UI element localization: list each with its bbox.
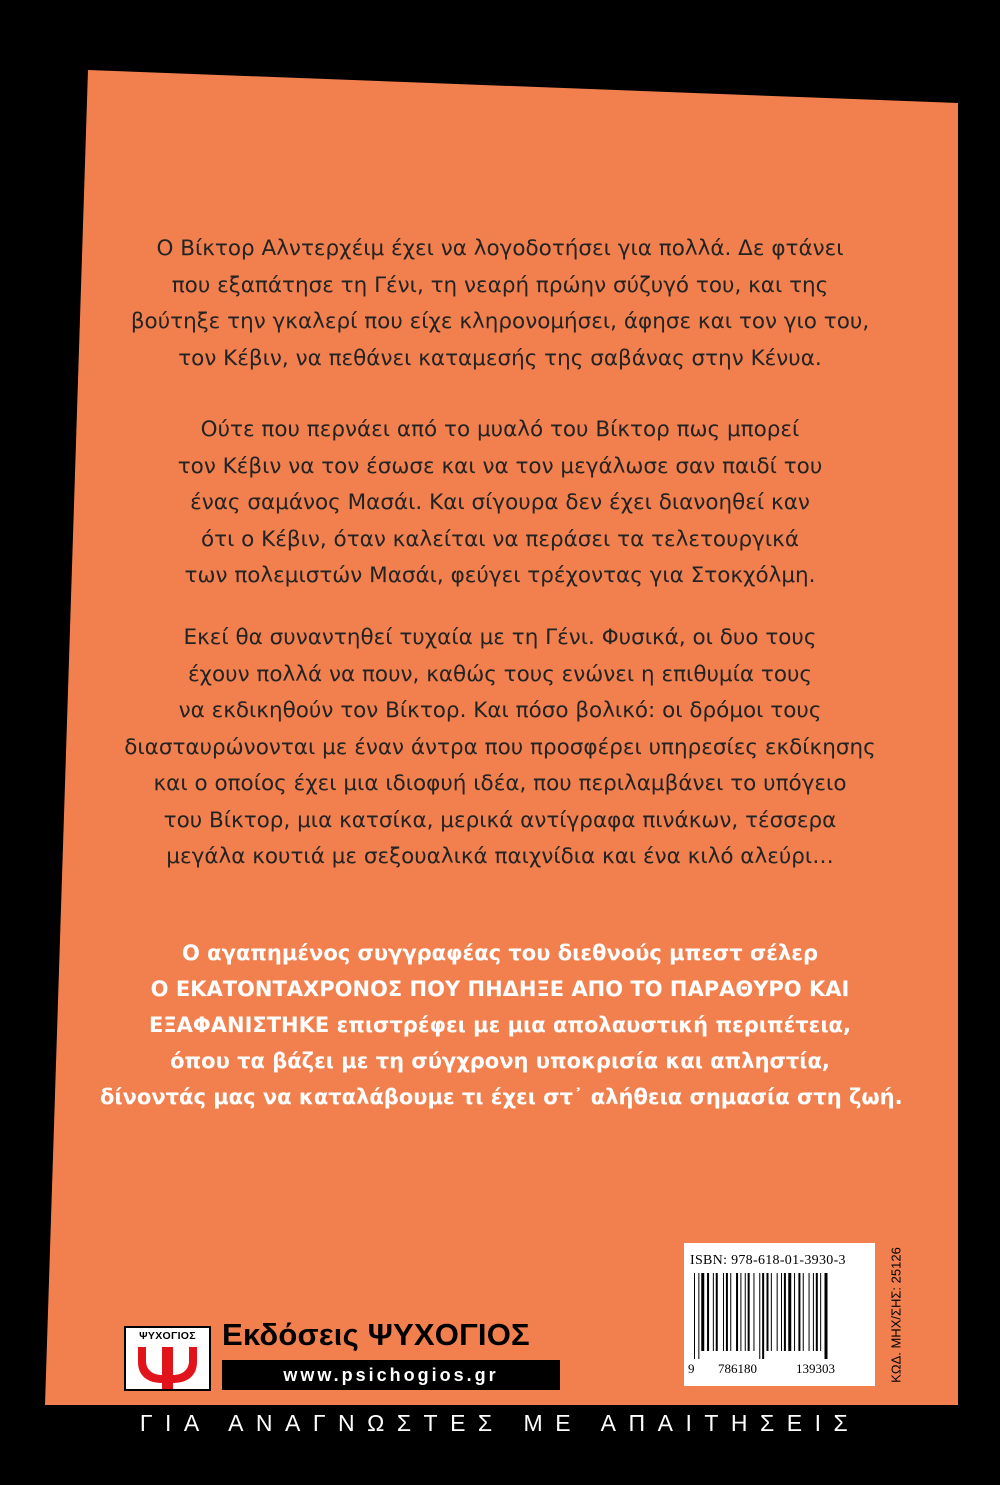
barcode-bar [777, 1273, 778, 1351]
psi-icon [126, 1343, 209, 1391]
barcode-bar [803, 1273, 804, 1351]
blurb-line: ΕΞΑΦΑΝΙΣΤΗΚΕ επιστρέφει με μια απολαυστική περιπέτεια, [149, 1013, 851, 1037]
barcode-bar [767, 1273, 769, 1351]
barcode-bar [707, 1273, 709, 1351]
publisher-url-bar[interactable] [222, 1360, 560, 1390]
text-line: που εξαπάτησε τη Γένι, τη νεαρή πρώην σύζυγό του, και της [171, 272, 829, 298]
product-code-text: ΚΩΔ. ΜΗΧ/ΣΗΣ: 25126 [888, 1246, 904, 1383]
logo-text: ΨΥΧΟΓΙΟΣ [139, 1330, 196, 1342]
barcode-bar [701, 1273, 704, 1351]
text-line: Εκεί θα συναντηθεί τυχαία με τη Γένι. Φυσικά, οι δυο τους [183, 625, 817, 650]
barcode-digits-right: 139303 [796, 1361, 835, 1376]
barcode-bar [794, 1273, 795, 1351]
description-paragraph-2 [100, 412, 900, 595]
barcode-bar [740, 1273, 741, 1351]
publisher-name: Εκδόσεις ΨΥΧΟΓΙΟΣ [222, 1317, 530, 1352]
description-paragraph-3 [100, 620, 900, 876]
barcode-bar [716, 1273, 718, 1351]
barcode-bar [726, 1273, 728, 1351]
product-code [885, 1243, 907, 1386]
blurb-line: Ο ΕΚΑΤΟΝΤΑΧΡΟΝΟΣ ΠΟΥ ΠΗΔΗΞΕ ΑΠΟ ΤΟ ΠΑΡΑΘΥΡΟ ΚΑΙ [150, 977, 850, 1001]
isbn-label: ISBN: 978-618-01-3930-3 [690, 1253, 846, 1268]
barcode-bar [698, 1273, 699, 1359]
barcode-bar [781, 1273, 782, 1351]
text-line: έχουν πολλά να πουν, καθώς τους ενώνει η επιθυμία τους [187, 661, 813, 687]
barcode-bar [753, 1273, 754, 1351]
barcode-bar [736, 1273, 738, 1351]
barcode-bar [745, 1273, 746, 1351]
blurb-line: δίνοντάς μας να καταλάβουμε τι έχει στ᾽ αλήθεια σημασία στη ζωή. [100, 1085, 903, 1109]
barcode-bar [809, 1273, 810, 1351]
text-line: τον Κέβιν να τον έσωσε και να τον μεγάλωσε σαν παιδί του [177, 453, 823, 479]
text-line: των πολεμιστών Μασάι, φεύγει τρέχοντας για Στοκχόλμη. [184, 563, 816, 588]
barcode-bar [813, 1273, 814, 1351]
blurb-line: όπου τα βάζει με τη σύγχρονη υποκρισία και απληστία, [170, 1049, 830, 1073]
text-line: και ο οποίος έχει μια ιδιοφυή ιδέα, που περιλαμβάνει το υπόγειο [153, 771, 847, 796]
tagline: ΓΙΑ ΑΝΑΓΝΩΣΤΕΣ ΜΕ ΑΠΑΙΤΗΣΕΙΣ [139, 1410, 861, 1436]
barcode-bar [798, 1273, 800, 1351]
barcode-bar [723, 1273, 724, 1351]
barcode-digits-left: 786180 [718, 1361, 757, 1376]
text-line: του Βίκτορ, μια κατσίκα, μερικά αντίγραφα πινάκων, τέσσερα [163, 807, 837, 833]
barcode-bar [713, 1273, 714, 1351]
author-blurb [100, 935, 903, 1115]
barcode-bar [771, 1273, 772, 1351]
barcode-bar [759, 1273, 760, 1359]
text-line: βούτηξε την γκαλερί που είχε κληρονομήσει, άφησε και τον γιο του, [130, 309, 870, 334]
text-line: τον Κέβιν, να πεθάνει καταμεσής της σαβάνας στην Κένυα. [178, 345, 822, 371]
barcode-bars [692, 1273, 867, 1359]
publisher-url[interactable]: www.psichogios.gr [283, 1365, 499, 1385]
barcode-bar [748, 1273, 750, 1351]
publisher-logo [124, 1326, 211, 1391]
text-line: ότι ο Κέβιν, όταν καλείται να περάσει τα τελετουργικά [200, 526, 800, 552]
barcode-digit-first: 9 [688, 1361, 695, 1376]
barcode-bar [762, 1273, 764, 1359]
text-line: μεγάλα κουτιά με σεξουαλικά παιχνίδια και ένα κιλό αλεύρι… [166, 844, 834, 869]
barcode-bar [694, 1273, 695, 1359]
barcode-bar [825, 1273, 828, 1359]
text-line: ένας σαμάνος Μασάι. Και σίγουρα δεν έχει διανοηθεί καν [190, 490, 810, 515]
text-line: διασταυρώνονται με έναν άντρα που προσφέρει υπηρεσίες εκδίκησης [124, 734, 876, 760]
blurb-line: Ο αγαπημένος συγγραφέας του διεθνούς μπεστ σέλερ [181, 941, 819, 965]
barcode-bar [816, 1273, 818, 1351]
text-line: Ο Βίκτορ Αλντερχέιμ έχει να λογοδοτήσει για πολλά. Δε φτάνει [156, 236, 844, 261]
barcode-bar [730, 1273, 731, 1351]
barcode-bar [784, 1273, 786, 1351]
barcode-bar [820, 1273, 821, 1351]
description-paragraph-1 [100, 231, 900, 377]
barcode-bar [788, 1273, 791, 1351]
isbn-barcode [684, 1243, 875, 1386]
text-line: να εκδικηθούν τον Βίκτορ. Και πόσο βολικό: οι δρόμοι τους [178, 698, 822, 723]
text-line: Ούτε που περνάει από το μυαλό του Βίκτορ πως μπορεί [200, 417, 800, 442]
